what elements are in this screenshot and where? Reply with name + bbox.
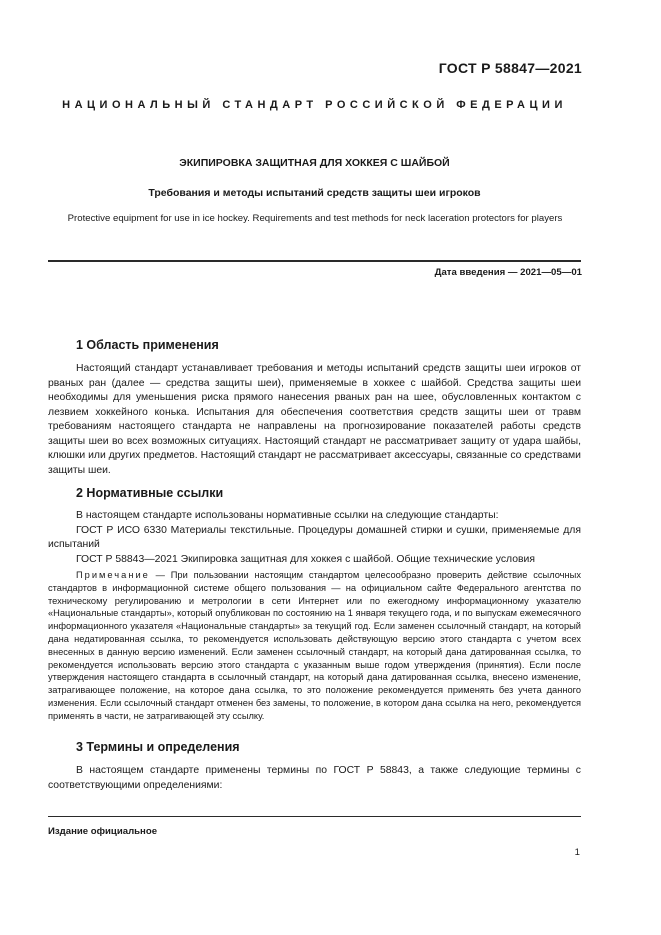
section-3-paragraph: В настоящем стандарте применены термины по ГОСТ Р 58843, а также следующие термины с соответствующими определениями: xyxy=(48,765,581,791)
section-2-heading: 2 Нормативные ссылки xyxy=(76,486,224,500)
footer-divider xyxy=(48,816,581,817)
section-1-body xyxy=(48,362,581,478)
section-3-body xyxy=(48,764,581,793)
header-divider xyxy=(48,260,581,262)
official-edition-label: Издание официальное xyxy=(48,826,158,837)
section-1-paragraph: Настоящий стандарт устанавливает требования и методы испытаний средств защиты шеи игроков от рваных ран (далее — средства защиты шеи), применяемые в хоккее с шайбой. Средства защиты шеи необходимы для уменьшения риска прямого нанесения рваных ран на шее, обусловленных контактом с лезвием хоккейного конька. Испытания для обеспечения соответствия средств защиты шеи от травм требованиям настоящего стандарта не направлены на прогнозирование показателей работы средств защиты шеи во всех возможных ситуациях. Настоящий стандарт не рассматривает защиту от удара шайбы, клюшки или других предметов. Настоящий стандарт не рассматривает аксессуары, связанные со средствами защиты шеи. xyxy=(48,363,581,476)
note-label: Примечание xyxy=(76,570,150,580)
section-2-body xyxy=(48,509,581,567)
section-3-heading: 3 Термины и определения xyxy=(76,740,240,754)
reference-item: ГОСТ Р 58843—2021 Экипировка защитная для хоккея с шайбой. Общие технические условия xyxy=(76,553,535,565)
document-number: ГОСТ Р 58847—2021 xyxy=(438,60,582,76)
document-title-english: Protective equipment for use in ice hockey. Requirements and test methods for neck laceration protectors for players xyxy=(67,213,563,224)
reference-item: ГОСТ Р ИСО 6330 Материалы текстильные. Процедуры домашней стирки и сушки, применяемые для испытаний xyxy=(48,524,581,550)
document-subtitle: Требования и методы испытаний средств защиты шеи игроков xyxy=(148,187,481,199)
page-number: 1 xyxy=(574,847,580,858)
section-1-heading: 1 Область применения xyxy=(76,338,219,352)
introduction-date: Дата введения — 2021—05—01 xyxy=(434,267,582,278)
section-2-note xyxy=(48,569,581,723)
document-title: ЭКИПИРОВКА ЗАЩИТНАЯ ДЛЯ ХОККЕЯ С ШАЙБОЙ xyxy=(179,157,450,169)
section-2-intro: В настоящем стандарте использованы нормативные ссылки на следующие стандарты: xyxy=(76,510,499,521)
national-standard-banner: НАЦИОНАЛЬНЫЙ СТАНДАРТ РОССИЙСКОЙ ФЕДЕРАЦИИ xyxy=(62,99,567,111)
note-text: — При пользовании настоящим стандартом целесообразно проверить действие ссылочных стандартов в информационной системе общего пользования — на официальном сайте Федерального агентства по техническому регулированию и метрологии в сети Интернет или по ежегодному информационному указателю «Национальные стандарты», который опубликован по состоянию на 1 января текущего года, и по выпускам ежемесячного информационного указателя «Национальные стандарты» за текущий год. Если заменен ссылочный стандарт, на который дана недатированная ссылка, то рекомендуется использовать действующую версию этого стандарта с учетом всех внесенных в данную версию изменений. Если заменен ссылочный стандарт, на который дана датированная ссылка, то рекомендуется использовать версию этого стандарта с указанным выше годом утверждения (принятия). Если после утверждения настоящего стандарта в ссылочный стандарт, на который дана датированная ссылка, внесено изменение, затрагивающее положение, на которое дана ссылка, то это положение рекомендуется применять без учета данного изменения. Если ссылочный стандарт отменен без замены, то положение, в котором дана ссылка на него, рекомендуется применять в части, не затрагивающей эту ссылку. xyxy=(48,570,581,721)
